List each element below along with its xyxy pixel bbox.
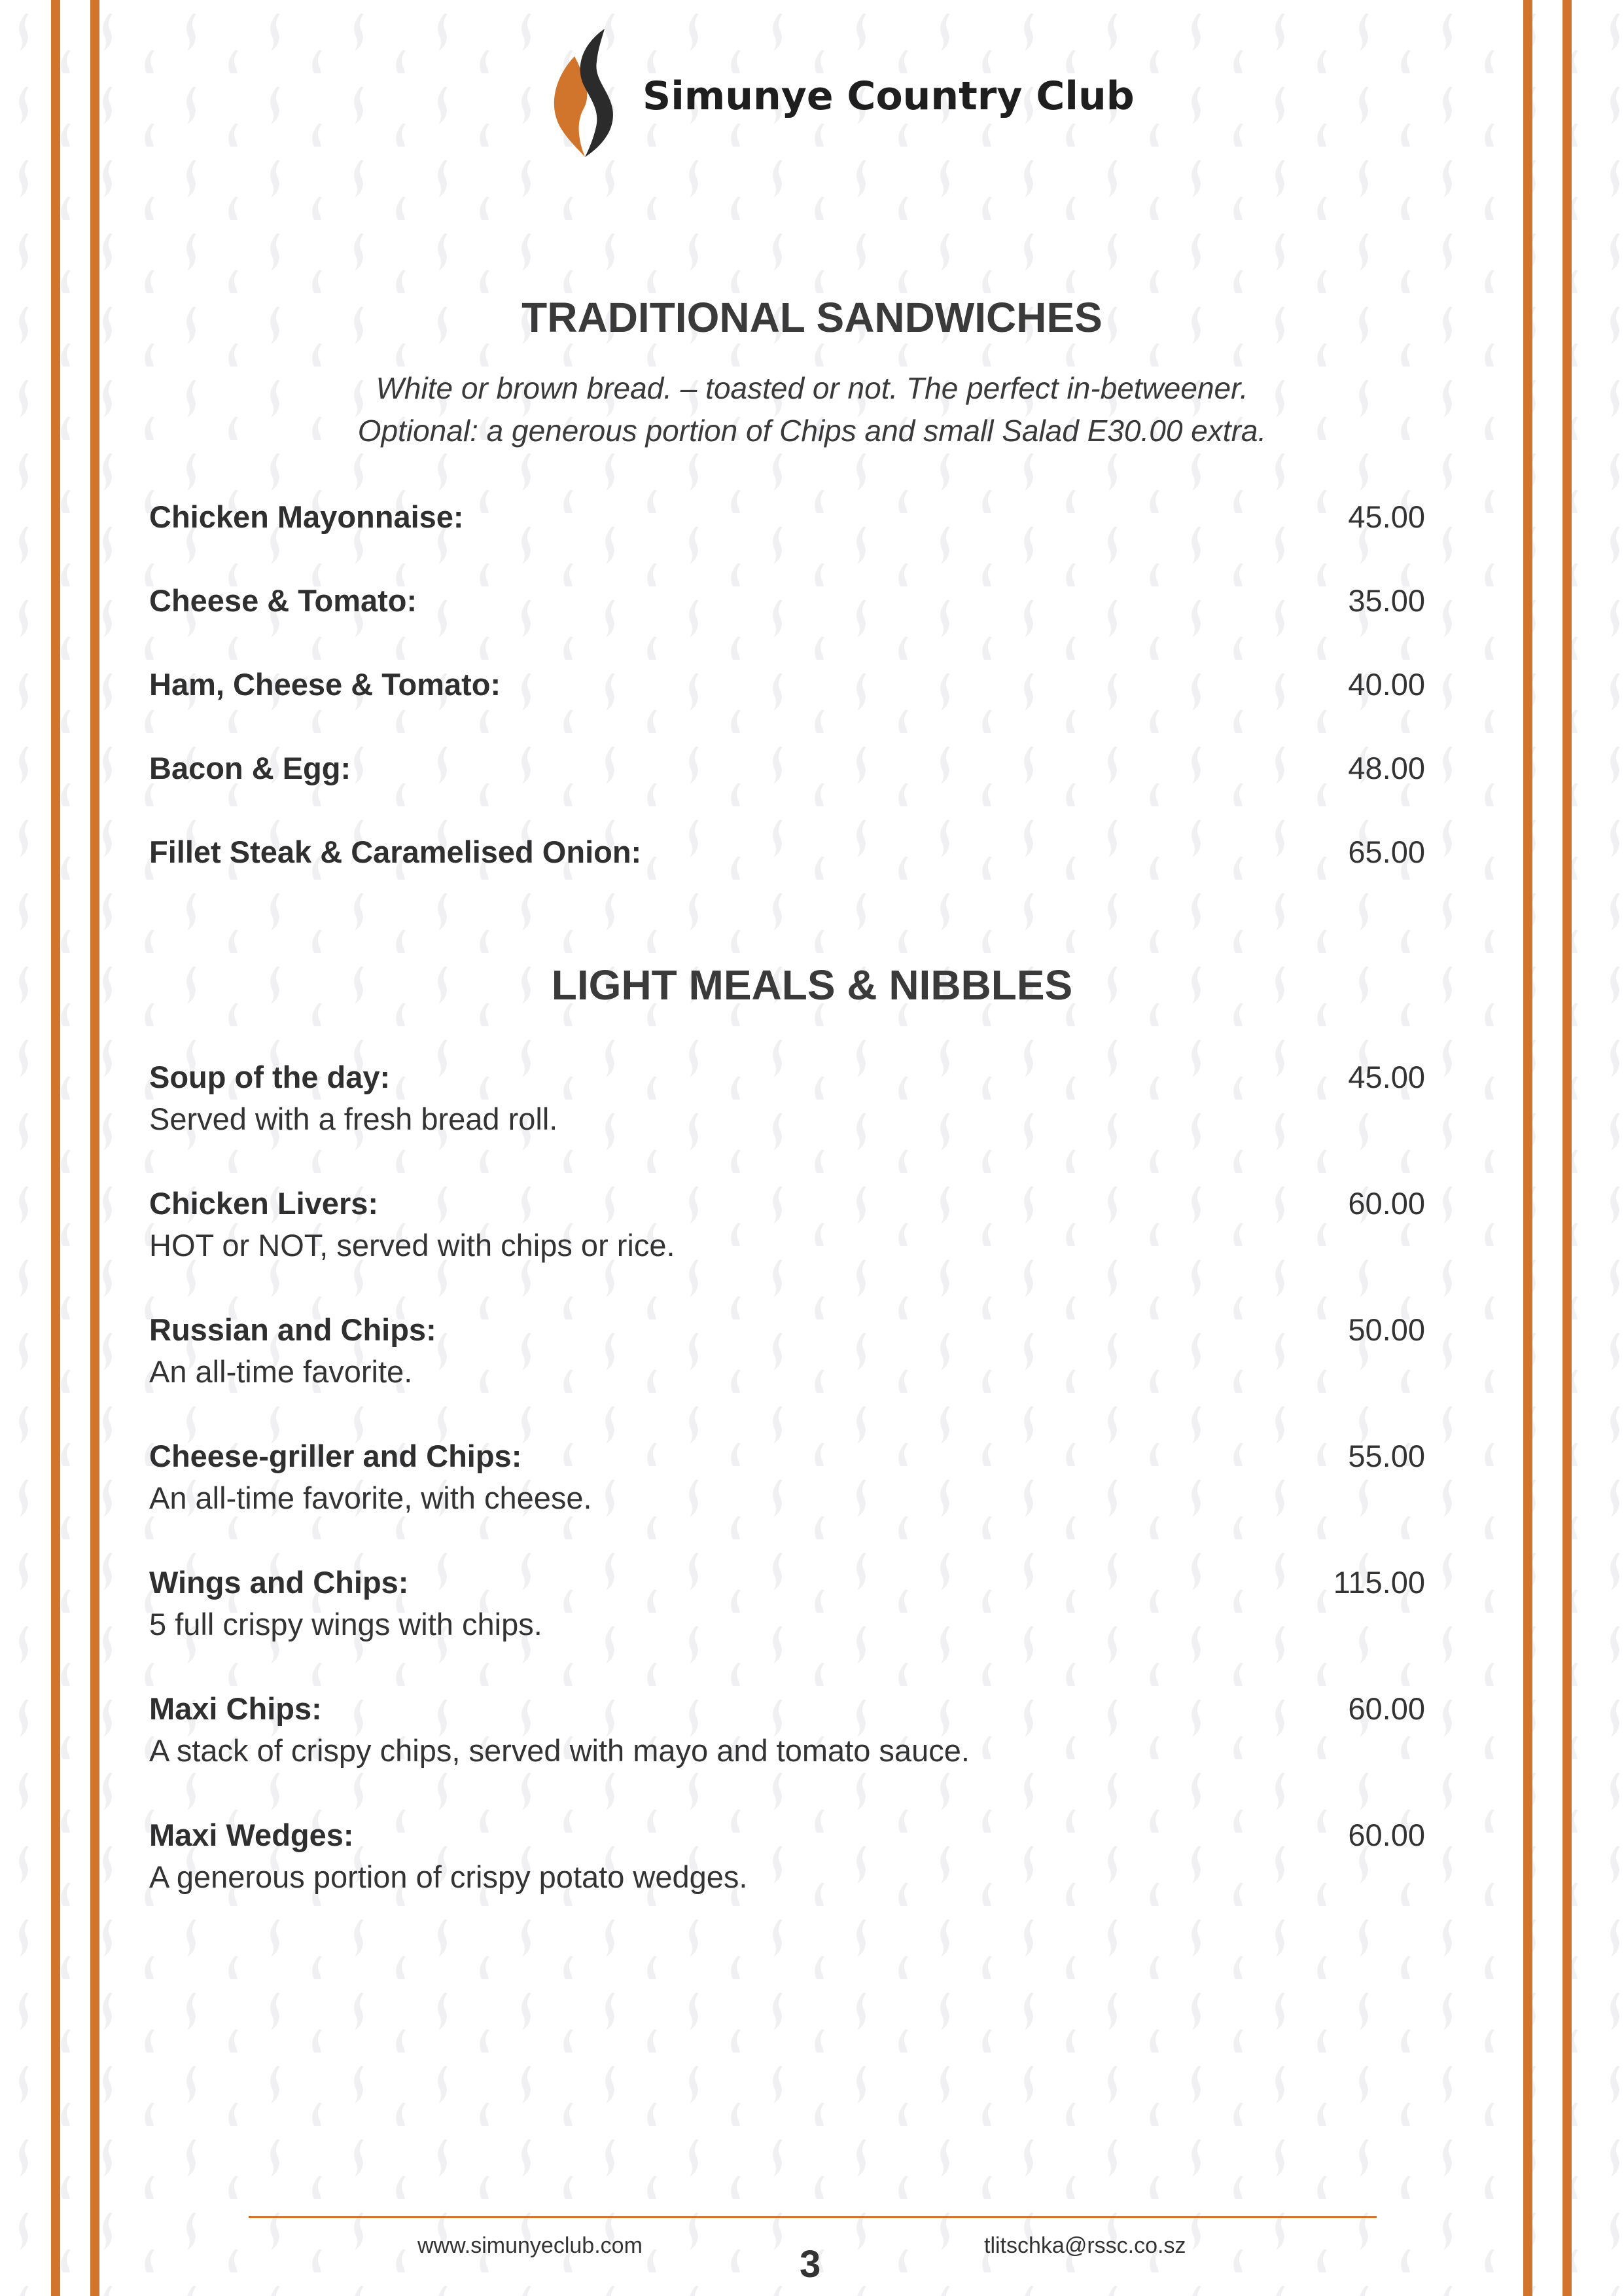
menu-item-price: 115.00 [1333,1565,1425,1600]
menu-item-description: Served with a fresh bread roll. [149,1102,558,1136]
section-title-traditional-sandwiches: TRADITIONAL SANDWICHES [521,294,1103,341]
menu-item-name: Maxi Wedges: [149,1818,354,1852]
menu-item-name: Cheese-griller and Chips: [149,1439,522,1473]
menu-item-description: An all-time favorite, with cheese. [149,1480,592,1515]
menu-item-price: 40.00 [1348,667,1425,702]
menu-item-name: Soup of the day: [149,1060,391,1094]
menu-item-name: Maxi Chips: [149,1691,322,1726]
menu-item-name: Ham, Cheese & Tomato: [149,667,501,702]
menu-item-name: Russian and Chips: [149,1312,436,1347]
right-outer-rule [1562,0,1572,2296]
footer-divider [249,2216,1377,2218]
flame-logo-icon [537,25,628,162]
menu-item-price: 60.00 [1348,1186,1425,1221]
menu-item-description: 5 full crispy wings with chips. [149,1607,542,1641]
menu-item-price: 45.00 [1348,1060,1425,1094]
menu-item-name: Chicken Livers: [149,1186,379,1221]
menu-item-price: 45.00 [1348,499,1425,534]
footer-email-link[interactable]: tlitschka@rssc.co.sz [984,2233,1186,2258]
menu-item-price: 50.00 [1348,1312,1425,1347]
menu-item-name: Fillet Steak & Caramelised Onion: [149,834,642,869]
menu-item-price: 65.00 [1348,834,1425,869]
menu-item-price: 60.00 [1348,1691,1425,1726]
page-number: 3 [800,2243,821,2286]
section-intro-line: White or brown bread. – toasted or not. The perfect in-betweener. [376,371,1248,405]
menu-item-description: A stack of crispy chips, served with mayo and tomato sauce. [149,1733,970,1768]
menu-item-price: 55.00 [1348,1439,1425,1473]
menu-item-description: An all-time favorite. [149,1354,413,1389]
menu-item-name: Cheese & Tomato: [149,583,417,618]
section-title-light-meals: LIGHT MEALS & NIBBLES [551,961,1073,1009]
club-name: Simunye Country Club [643,73,1135,119]
menu-item-description: A generous portion of crispy potato wedges. [149,1859,748,1894]
menu-item-price: 35.00 [1348,583,1425,618]
menu-item-name: Wings and Chips: [149,1565,409,1600]
menu-item-name: Chicken Mayonnaise: [149,499,464,534]
menu-item-price: 48.00 [1348,751,1425,785]
club-header [537,25,1135,162]
menu-item-name: Bacon & Egg: [149,751,351,785]
menu-item-price: 60.00 [1348,1818,1425,1852]
right-inner-rule [1523,0,1532,2296]
left-inner-rule [90,0,99,2296]
section-intro-line: Optional: a generous portion of Chips and small Salad E30.00 extra. [357,414,1267,448]
footer-website-link[interactable]: www.simunyeclub.com [417,2233,643,2258]
left-outer-rule [51,0,60,2296]
menu-item-description: HOT or NOT, served with chips or rice. [149,1228,675,1263]
